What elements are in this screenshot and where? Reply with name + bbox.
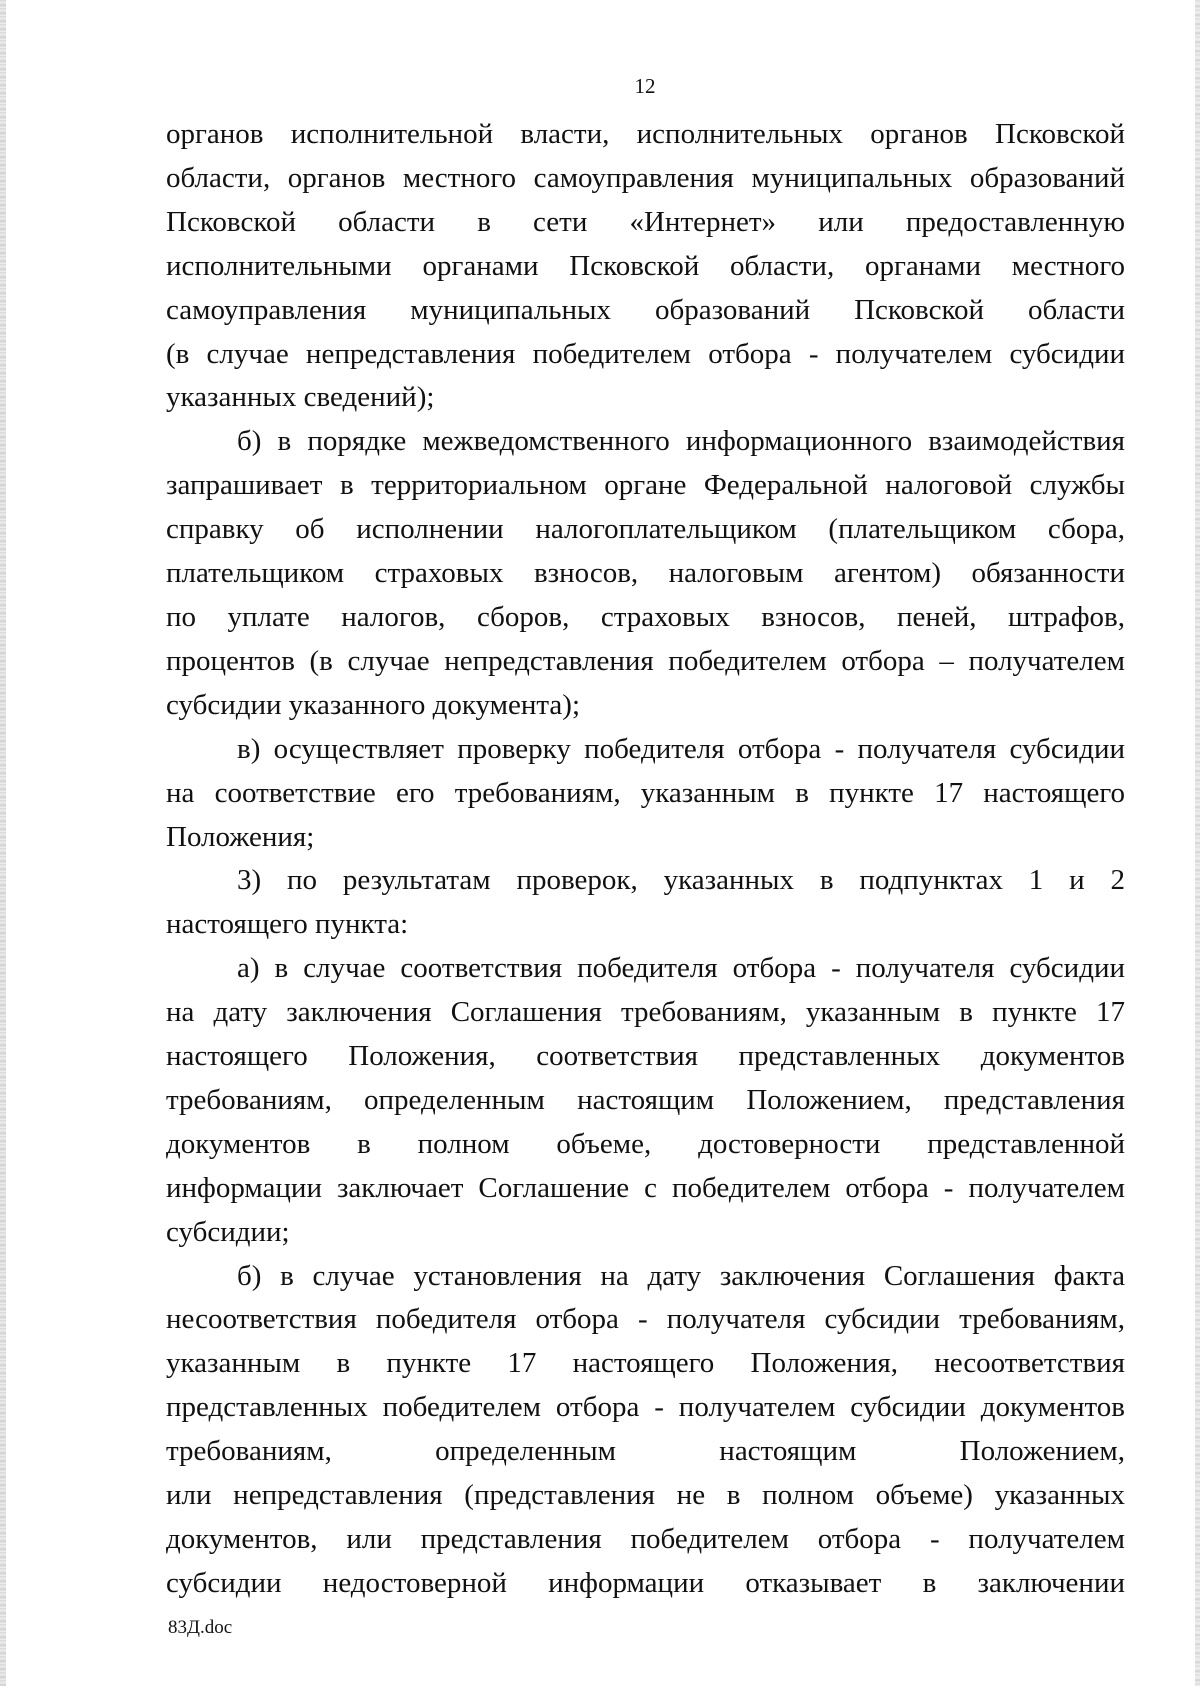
- text-line: 3) по результатам проверок, указанных в подпунктах 1 и 2: [237, 864, 1125, 897]
- text-line: Псковской области в сети «Интернет» или предоставленную: [166, 205, 1125, 238]
- text-line: по уплате налогов, сборов, страховых взносов, пеней, штрафов,: [166, 600, 1125, 633]
- text-line: на дату заключения Соглашения требованиям, указанным в пункте 17: [166, 996, 1125, 1029]
- text-line: указанных сведений);: [166, 381, 435, 414]
- text-line: субсидии недостоверной информации отказывает в заключении: [166, 1566, 1125, 1599]
- footer-filename: 83Д.doc: [168, 1617, 233, 1638]
- text-line: субсидии указанного документа);: [166, 688, 581, 721]
- text-line: а) в случае соответствия победителя отбора - получателя субсидии: [237, 952, 1125, 985]
- text-line: представленных победителем отбора - получателем субсидии документов: [166, 1391, 1125, 1424]
- text-line: указанным в пункте 17 настоящего Положения, несоответствия: [166, 1347, 1125, 1380]
- text-line: органов исполнительной власти, исполнительных органов Псковской: [166, 118, 1125, 150]
- text-line: на соответствие его требованиям, указанным в пункте 17 настоящего: [166, 776, 1125, 809]
- text-line: требованиям, определенным настоящим Положением, представления: [166, 1083, 1125, 1116]
- text-line: плательщиком страховых взносов, налоговым агентом) обязанности: [166, 557, 1125, 590]
- text-line: информации заключает Соглашение с победителем отбора - получателем: [166, 1171, 1125, 1204]
- page-number: 12: [634, 74, 656, 98]
- text-line: субсидии;: [166, 1215, 290, 1248]
- text-line: настоящего Положения, соответствия представленных документов: [166, 1040, 1125, 1073]
- text-line: требованиям, определенным настоящим Положением,: [166, 1435, 1125, 1468]
- text-line: или непредставления (представления не в полном объеме) указанных: [166, 1479, 1125, 1512]
- text-line: в) осуществляет проверку победителя отбора - получателя субсидии: [237, 732, 1125, 765]
- text-line: запрашивает в территориальном органе Федеральной налоговой службы: [166, 469, 1125, 502]
- text-line: б) в случае установления на дату заключения Соглашения факта: [237, 1259, 1125, 1292]
- text-line: самоуправления муниципальных образований Псковской области: [166, 293, 1125, 326]
- text-line: Положения;: [166, 820, 315, 853]
- text-line: области, органов местного самоуправления муниципальных образований: [166, 161, 1125, 194]
- document-body: [166, 113, 1125, 1606]
- scan-edge-right: [1195, 0, 1200, 1686]
- text-line: исполнительными органами Псковской области, органами местного: [166, 249, 1125, 282]
- text-line: б) в порядке межведомственного информационного взаимодействия: [237, 425, 1125, 458]
- text-line: справку об исполнении налогоплательщиком (плательщиком сбора,: [166, 513, 1125, 546]
- text-line: настоящего пункта:: [166, 908, 409, 941]
- text-line: документов в полном объеме, достоверности представленной: [166, 1127, 1125, 1160]
- text-line: несоответствия победителя отбора - получателя субсидии требованиям,: [166, 1303, 1125, 1336]
- text-line: (в случае непредставления победителем отбора - получателем субсидии: [166, 337, 1125, 370]
- scan-edge-left: [0, 0, 6, 1686]
- text-line: процентов (в случае непредставления победителем отбора – получателем: [166, 644, 1125, 677]
- text-line: документов, или представления победителем отбора - получателем: [166, 1523, 1125, 1555]
